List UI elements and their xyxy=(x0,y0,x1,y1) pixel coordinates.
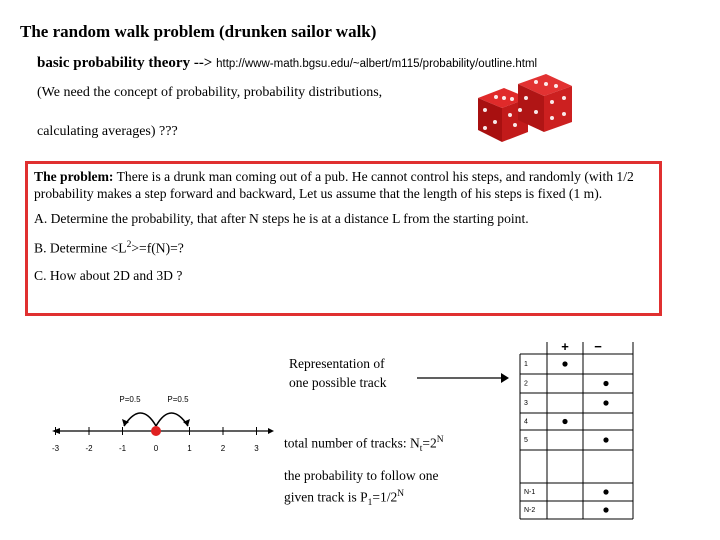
track-probability-value: =1/2 xyxy=(372,489,398,505)
track-row-label: N-1 xyxy=(524,489,536,496)
tick-label: 2 xyxy=(220,444,226,453)
question-a: A. Determine the probability, that after N steps he is at a distance L from the starting point. xyxy=(34,211,529,226)
track-table xyxy=(505,340,640,520)
problem-label: The problem: xyxy=(34,169,114,184)
prerequisite-line-2: calculating averages) ??? xyxy=(37,124,178,139)
problem-description: There is a drunk man coming out of a pub. He cannot control his steps, and randomly (with 1/2 probability makes a step forward and backward, Let us assume that the length of his steps is fixed (1 m). xyxy=(34,169,634,201)
tick-label: 3 xyxy=(254,444,259,453)
track-probability-sub: 1 xyxy=(367,498,373,509)
question-b xyxy=(34,237,653,257)
step-dot xyxy=(603,381,608,386)
track-row-label: 3 xyxy=(524,400,528,407)
total-tracks-sub: t xyxy=(419,444,423,455)
number-line-diagram xyxy=(50,388,275,463)
total-tracks-exponent: N xyxy=(436,435,444,445)
track-probability xyxy=(284,467,438,512)
track-probability-text: given track is P xyxy=(284,489,368,505)
arrow-right-icon xyxy=(415,368,510,388)
track-row-label: 2 xyxy=(524,380,528,388)
step-dot xyxy=(603,400,608,405)
subtitle xyxy=(37,55,537,72)
problem-box xyxy=(25,161,662,316)
subtitle-text: basic probability theory --> xyxy=(37,55,213,71)
tick-label: 1 xyxy=(187,444,192,453)
tick-label: -3 xyxy=(51,444,60,453)
plus-header: + xyxy=(561,340,569,354)
minus-header: − xyxy=(594,340,602,354)
track-row-label: N-2 xyxy=(524,507,536,514)
problem-intro xyxy=(34,168,653,202)
tick-label: -1 xyxy=(118,444,127,453)
walker-dot xyxy=(151,426,161,436)
total-tracks-value: =2 xyxy=(422,435,437,451)
question-b-suffix: >=f(N)=? xyxy=(131,240,184,256)
track-row-label: 4 xyxy=(524,418,528,426)
question-b-exponent: 2 xyxy=(126,240,132,250)
track-probability-line-2 xyxy=(284,485,438,512)
p-right-label: P=0.5 xyxy=(167,395,189,404)
step-dot xyxy=(562,419,567,424)
slide-title: The random walk problem (drunken sailor walk) xyxy=(20,22,377,41)
track-probability-line-1: the probability to follow one xyxy=(284,468,439,483)
step-dot xyxy=(562,361,567,366)
reference-link[interactable]: http://www-math.bgsu.edu/~albert/m115/probability/outline.html xyxy=(216,58,538,70)
representation-label xyxy=(289,354,386,392)
track-row-label: 1 xyxy=(524,361,528,368)
tick-label: -2 xyxy=(85,444,93,453)
question-c: C. How about 2D and 3D ? xyxy=(34,267,183,283)
representation-line-2: one possible track xyxy=(289,375,387,390)
track-row-label: 5 xyxy=(524,437,528,444)
question-b-prefix: B. Determine <L xyxy=(34,240,127,256)
tick-label: 0 xyxy=(153,444,159,453)
representation-line-1: Representation of xyxy=(289,356,385,371)
prerequisite-line-1: (We need the concept of probability, probability distributions, xyxy=(37,85,383,100)
step-dot xyxy=(603,489,608,494)
p-left-label: P=0.5 xyxy=(119,395,141,404)
step-dot xyxy=(603,507,608,512)
dice-image xyxy=(470,70,580,155)
total-tracks-text: total number of tracks: N xyxy=(284,435,420,451)
total-tracks xyxy=(284,435,444,454)
step-dot xyxy=(603,437,608,442)
track-probability-exponent: N xyxy=(397,489,405,499)
